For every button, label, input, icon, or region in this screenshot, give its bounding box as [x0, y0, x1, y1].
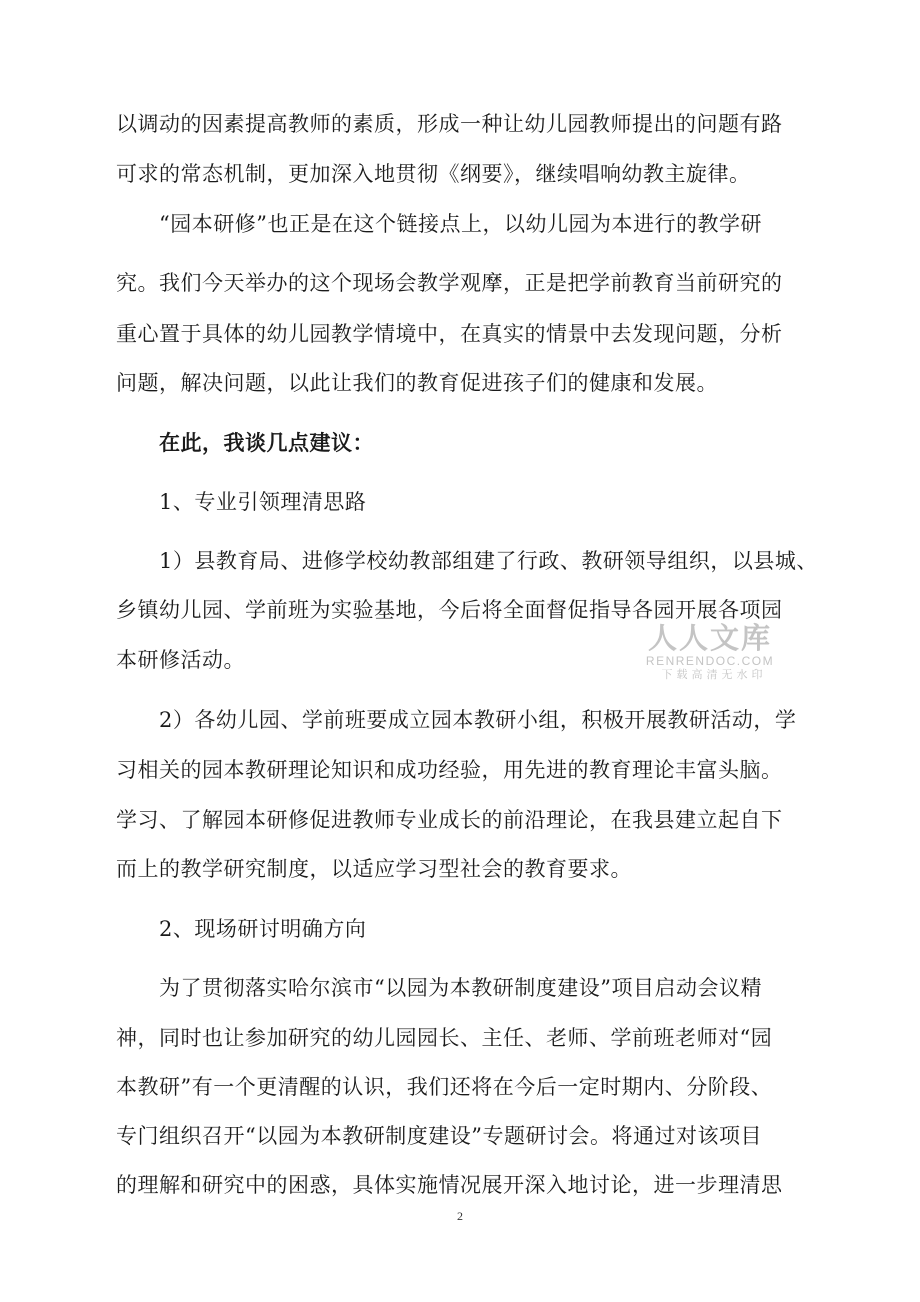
section-lead-heading: 在此，我谈几点建议：: [159, 430, 374, 455]
text-line: 可求的常态机制，更加深入地贯彻《纲要》，继续唱响幼教主旋律。: [116, 162, 751, 186]
subheading-2: 2、现场研讨明确方向: [159, 917, 367, 941]
watermark-title: 人人文库: [647, 621, 772, 655]
subheading-1: 1、专业引领理清思路: [159, 490, 367, 514]
text-line: 乡镇幼儿园、学前班为实验基地，今后将全面督促指导各园开展各项园: [116, 598, 783, 622]
text-line: 专门组织召开“以园为本教研制度建设”专题研讨会。将通过对该项目: [116, 1124, 762, 1148]
text-line: 而上的教学研究制度，以适应学习型社会的教育要求。: [116, 857, 632, 881]
page-number: 2: [457, 1209, 463, 1223]
paragraph-start-line: 2）各幼儿园、学前班要成立园本教研小组，积极开展教研活动，学: [159, 708, 797, 732]
watermark-domain: RENRENDOC.COM: [645, 654, 775, 668]
paragraph-start-line: 为了贯彻落实哈尔滨市“以园为本教研制度建设”项目启动会议精: [159, 976, 762, 1000]
watermark-subtitle: 下载高清无水印: [661, 668, 767, 681]
text-line: 习相关的园本教研理论知识和成功经验，用先进的教育理论丰富头脑。: [116, 758, 783, 782]
text-line: 学习、了解园本研修促进教师专业成长的前沿理论，在我县建立起自下: [116, 808, 783, 832]
text-line: 问题，解决问题，以此让我们的教育促进孩子们的健康和发展。: [116, 371, 718, 395]
text-line: 重心置于具体的幼儿园教学情境中，在真实的情景中去发现问题，分析: [116, 322, 783, 346]
paragraph-start-line: “园本研修”也正是在这个链接点上，以幼儿园为本进行的教学研: [159, 212, 762, 236]
text-line: 本研修活动。: [116, 648, 245, 672]
text-line: 神，同时也让参加研究的幼儿园园长、主任、老师、学前班老师对“园: [116, 1026, 773, 1050]
paragraph-start-line: 1）县教育局、进修学校幼教部组建了行政、教研领导组织，以县城、: [159, 549, 818, 573]
text-line: 以调动的因素提高教师的素质，形成一种让幼儿园教师提出的问题有路: [116, 112, 783, 136]
text-line: 本教研”有一个更清醒的认识，我们还将在今后一定时期内、分阶段、: [116, 1075, 773, 1099]
text-line: 究。我们今天举办的这个现场会教学观摩，正是把学前教育当前研究的: [116, 271, 783, 295]
text-line: 的理解和研究中的困惑，具体实施情况展开深入地讨论，进一步理清思: [116, 1173, 783, 1197]
watermark: [644, 622, 776, 682]
